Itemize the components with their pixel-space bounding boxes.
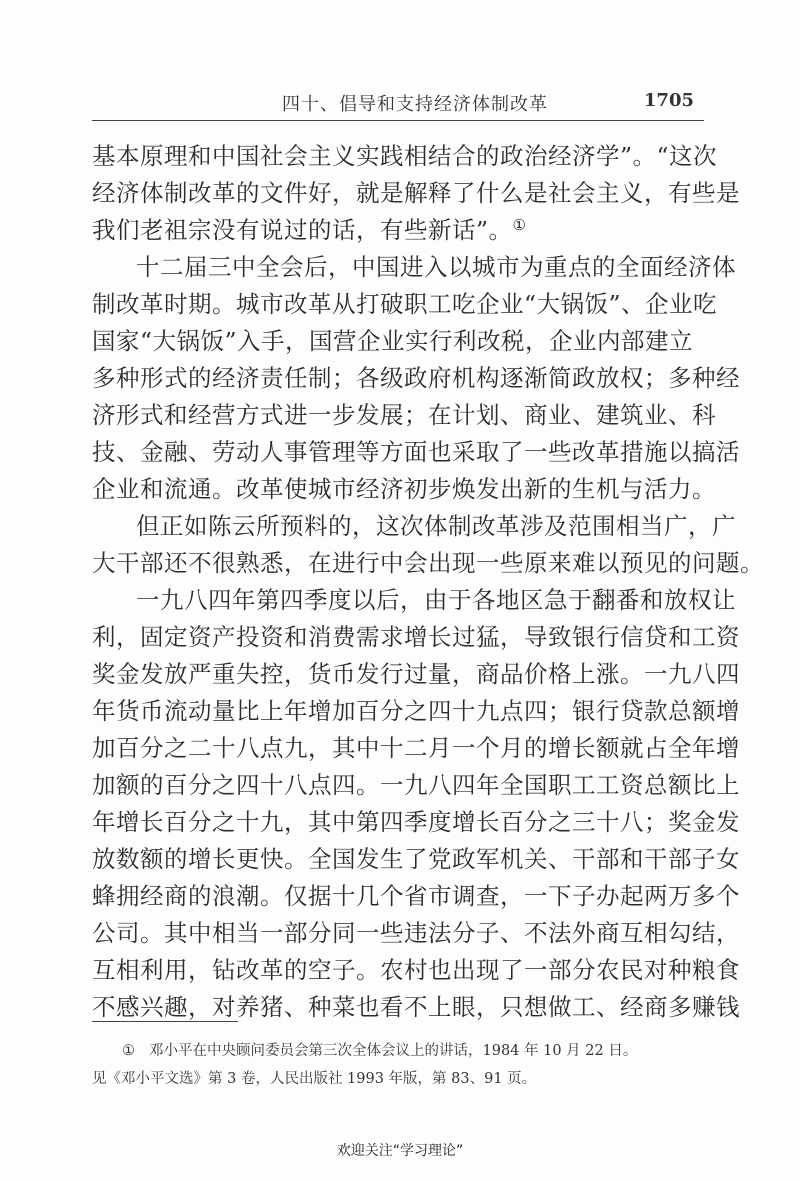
footnote-line [92,1037,712,1065]
text-line: 企业和流通。改革使城市经济初步焕发出新的生机与活力。 [92,475,716,503]
text-line: 大干部还不很熟悉，在进行中会出现一些原来难以预见的问题。 [92,549,764,577]
paragraph-start-line: 一九八四年第四季度以后，由于各地区急于翻番和放权让 [136,586,736,614]
chapter-title: 四十、倡导和支持经济体制改革 [282,94,548,115]
text-line: 利，固定资产投资和消费需求增长过猛，导致银行信贷和工资 [92,623,740,651]
text-line-content: 我们老祖宗没有说过的话，有些新话”。 [92,216,513,244]
text-line: 加百分之二十八点九，其中十二月一个月的增长额就占全年增 [92,734,740,762]
text-line: 基本原理和中国社会主义实践相结合的政治经济学”。“这次 [92,142,718,170]
footnote-text: 邓小平在中央顾问委员会第三次全体会议上的讲话，1984 年 10 月 22 日。 [149,1043,638,1059]
text-line: 经济体制改革的文件好，就是解释了什么是社会主义，有些是 [92,179,740,207]
page-number: 1705 [643,90,694,111]
footnote-mark: ① [122,1043,135,1059]
paragraph-start-line: 但正如陈云所预料的，这次体制改革涉及范围相当广，广 [136,512,736,540]
text-line: 奖金发放严重失控，货币发行过量，商品价格上涨。一九八四 [92,660,740,688]
footnote-divider [92,1021,238,1022]
text-line: 加额的百分之四十八点四。一九八四年全国职工工资总额比上 [92,771,740,799]
text-line: 济形式和经营方式进一步发展；在计划、商业、建筑业、科 [92,401,716,429]
text-line: 互相利用，钻改革的空子。农村也出现了一部分农民对种粮食 [92,956,740,984]
text-line: 制改革时期。城市改革从打破职工吃企业“大锅饭”、企业吃 [92,290,718,318]
text-line: 不感兴趣，对养猪、种菜也看不上眼，只想做工、经商多赚钱 [92,993,740,1021]
text-line: 年货币流动量比上年增加百分之四十九点四；银行贷款总额增 [92,697,740,725]
text-line: 蜂拥经商的浪潮。仅据十几个省市调查，一下子办起两万多个 [92,882,740,910]
paragraph-start-line: 十二届三中全会后，中国进入以城市为重点的全面经济体 [136,253,736,281]
body-text [92,138,764,1026]
footnotes [92,1037,712,1093]
footnote-line: 见《邓小平文选》第 3 卷，人民出版社 1993 年版，第 83、91 页。 [92,1071,537,1087]
text-line: 公司。其中相当一部分同一些违法分子、不法外商互相勾结， [92,919,740,947]
watermark-caption: 欢迎关注“学习理论” [336,1143,464,1159]
text-line: 多种形式的经济责任制；各级政府机构逐渐简政放权；多种经 [92,364,740,392]
text-line [92,212,704,249]
running-header [92,88,704,121]
footnote-reference[interactable]: ① [512,216,527,234]
text-line: 年增长百分之十九，其中第四季度增长百分之三十八；奖金发 [92,808,740,836]
text-line: 国家“大锅饭”入手，国营企业实行利改税，企业内部建立 [92,327,694,355]
text-line: 技、金融、劳动人事管理等方面也采取了一些改革措施以搞活 [92,438,740,466]
text-line: 放数额的增长更快。全国发生了党政军机关、干部和干部子女 [92,845,740,873]
